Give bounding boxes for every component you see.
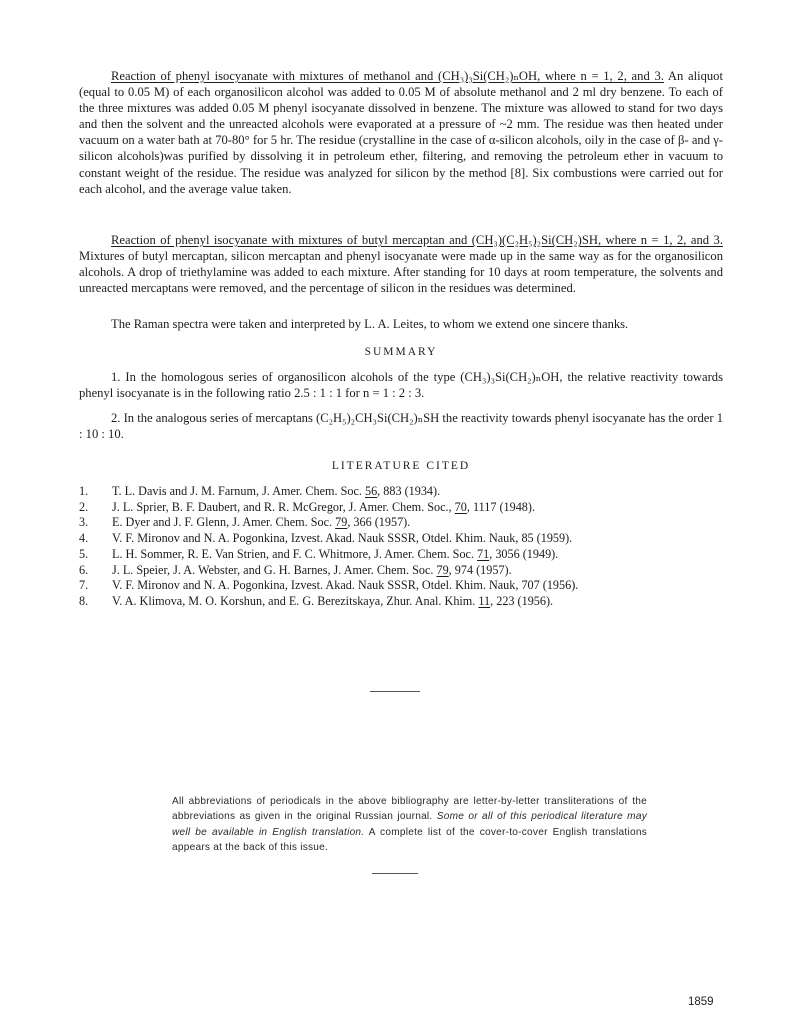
reference-citation: V. F. Mironov and N. A. Pogonkina, Izvest. Akad. Nauk SSSR, Otdel. Khim. Nauk, 707 (1956). — [112, 578, 579, 593]
summary-item-1: 1. In the homologous series of organosilicon alcohols of the type (CH₃)₃Si(CH₂)ₙOH, the relative reactivity towards phenyl isocyanate is in the following ratio 2.5 : 1 : 1 for n = 1 : 2 : 3. — [79, 370, 723, 401]
paragraph-mercaptan-reaction — [79, 232, 723, 296]
divider-line — [370, 691, 420, 692]
summary-heading: SUMMARY — [364, 346, 438, 358]
reference-number: 5. — [79, 546, 89, 561]
paragraph-title: Reaction of phenyl isocyanate with mixtures of methanol and (CH₃)₃Si(CH₂)ₙOH, where n = 1, 2, and 3. — [111, 69, 664, 83]
reference-item — [79, 563, 729, 579]
reference-item — [79, 484, 729, 500]
reference-volume: 70 — [454, 499, 467, 514]
reference-volume: 79 — [335, 515, 348, 530]
reference-citation: L. H. Sommer, R. E. Van Strien, and F. C. Whitmore, J. Amer. Chem. Soc. — [112, 546, 478, 561]
reference-citation: T. L. Davis and J. M. Farnum, J. Amer. Chem. Soc. — [112, 484, 365, 498]
reference-text — [112, 578, 578, 594]
reference-pages: , 3056 (1949). — [489, 546, 559, 561]
reference-item — [79, 594, 729, 610]
reference-text — [112, 500, 535, 516]
reference-text — [112, 547, 558, 563]
paragraph-methanol-reaction — [79, 68, 723, 197]
footnote-italic: Some or all of this periodical literature may well be available in English translation. — [172, 811, 647, 838]
reference-text — [112, 563, 512, 579]
page-number: 1859 — [688, 996, 714, 1008]
reference-citation: J. L. Speier, J. A. Webster, and G. H. Barnes, J. Amer. Chem. Soc. — [112, 562, 437, 577]
reference-item — [79, 515, 729, 531]
footnote-part-1: All abbreviations of periodicals in the above bibliography are letter-by-letter transliterations of the abbreviations as given in the original Russian journal. — [172, 796, 647, 823]
reference-pages: , 366 (1957). — [347, 515, 411, 530]
summary-item-2: 2. In the analogous series of mercaptans (C₂H₅)₂CH₃Si(CH₂)ₙSH the reactivity towards phenyl isocyanate has the order 1 : 10 : 10. — [79, 411, 723, 442]
reference-text — [112, 594, 553, 610]
reference-volume: 79 — [436, 562, 449, 577]
reference-number: 3. — [79, 515, 89, 530]
paragraph-body: An aliquot (equal to 0.05 M) of each organosilicon alcohol was added to 0.05 M of absolute methanol and 2 ml dry benzene. To each of the three mixtures was added 0.05 M phenyl isocyanate dissolved in benzene. The mixture was allowed to stand for two days and then the solvent and the unreacted alcohols were evaporated at a pressure of ~2 mm. The residue was then heated under vacuum on a water bath at 70-80° for 5 hr. The residue (crystalline in the case of α-silicon alcohols, oily in the case of β- and γ-silicon alcohols)was purified by dissolving it in petroleum ether, filtering, and removing the petroleum ether in vacuum to constant weight of the residue. The residue was analyzed for silicon by the method [8]. Six combustions were carried out for each alcohol, and the average value taken. — [79, 69, 723, 196]
reference-number: 6. — [79, 562, 89, 577]
literature-heading: LITERATURE CITED — [331, 460, 471, 472]
reference-citation: V. F. Mironov and N. A. Pogonkina, Izvest. Akad. Nauk SSSR, Otdel. Khim. Nauk, 85 (1959). — [112, 531, 573, 546]
reference-item — [79, 531, 729, 547]
reference-text — [112, 484, 440, 500]
reference-item — [79, 578, 729, 594]
reference-list — [79, 484, 729, 610]
reference-volume: 11 — [478, 593, 491, 608]
footnote-part-2: A complete list of the cover-to-cover English translations appears at the back of this issue. — [172, 826, 647, 854]
divider-line — [372, 873, 418, 874]
reference-number: 1. — [79, 484, 89, 498]
reference-item — [79, 547, 729, 563]
reference-number: 8. — [79, 593, 89, 608]
reference-citation: V. A. Klimova, M. O. Korshun, and E. G. Berezitskaya, Zhur. Anal. Khim. — [112, 593, 479, 608]
reference-pages: , 883 (1934). — [377, 484, 441, 498]
reference-volume: 56 — [364, 484, 378, 498]
acknowledgement-text: The Raman spectra were taken and interpreted by L. A. Leites, to whom we extend one sincere thanks. — [111, 317, 629, 331]
paragraph-body: Mixtures of butyl mercaptan, silicon mercaptan and phenyl isocyanate were made up in the same way as for the organosilicon alcohols. A drop of triethylamine was added to each mixture. After standing for 10 days at room temperature, the solvents and unreacted mercaptans were removed, and the percentage of silicon in the residues was determined. — [79, 249, 723, 296]
reference-pages: , 974 (1957). — [448, 562, 512, 577]
reference-number: 4. — [79, 531, 89, 546]
reference-text — [112, 531, 572, 547]
reference-number: 7. — [79, 578, 89, 593]
reference-pages: , 223 (1956). — [490, 593, 554, 608]
reference-pages: , 1117 (1948). — [466, 499, 535, 514]
footnote-text — [172, 794, 647, 856]
reference-item — [79, 500, 729, 516]
reference-number: 2. — [79, 499, 89, 514]
reference-citation: J. L. Sprier, B. F. Daubert, and R. R. McGregor, J. Amer. Chem. Soc., — [112, 499, 455, 514]
reference-text — [112, 515, 410, 531]
reference-volume: 71 — [477, 546, 490, 561]
reference-citation: E. Dyer and J. F. Glenn, J. Amer. Chem. Soc. — [112, 515, 336, 530]
paragraph-title: Reaction of phenyl isocyanate with mixtures of butyl mercaptan and (CH₃)(C₂H₅)₂Si(CH₂)SH, where n = 1, 2, and 3. — [111, 233, 723, 247]
